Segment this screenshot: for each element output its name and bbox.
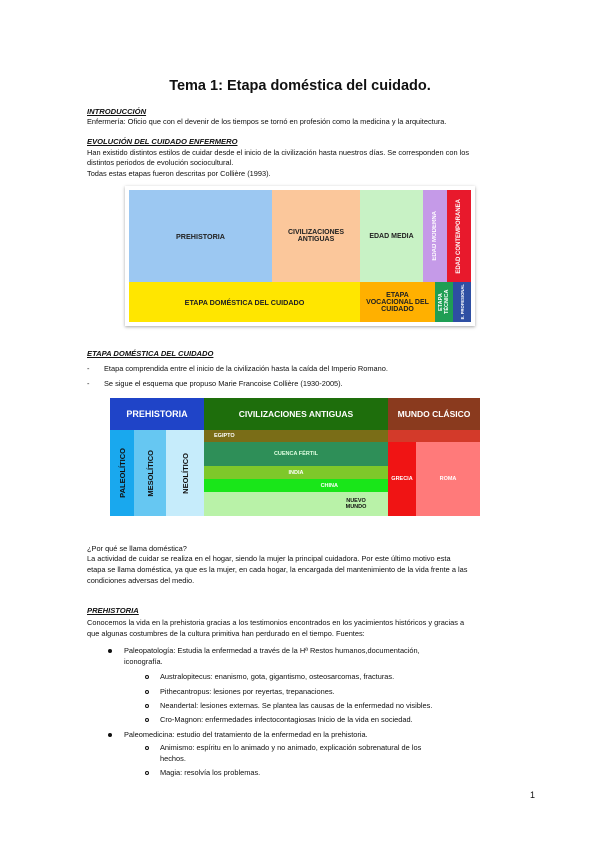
civ-india-label: INDIA [288,469,304,476]
civ-egipto [204,430,388,442]
bullet-ring [145,771,149,775]
evolution-heading: EVOLUCIÓN DEL CUIDADO ENFERMERO [87,137,238,146]
civ-nuevo-mundo [204,492,388,516]
bullet-dot [108,733,112,737]
evolution-line-1: Han existido distintos estilos de cuidar desde el inicio de la civilización hasta nuestros días. Se corresponden con los [87,148,470,157]
paleomedicina-item-1-line-2: hechos. [160,754,186,763]
paleomedicina-item-2: Magia: resolvía los problemas. [160,768,261,777]
paleopatologia-item-4: Cro-Magnon: enfermedades infectocontagiosas Inicio de la vida en sociedad. [160,715,413,724]
era-prehistoria [129,190,272,282]
header-prehistoria [110,398,204,430]
classic-grecia-label: GRECIA [391,476,413,482]
era-edad-moderna-label: EDAD MODERNA [432,211,438,261]
bullet-ring [145,746,149,750]
domestic-heading: ETAPA DOMÉSTICA DEL CUIDADO [87,349,214,358]
header-prehistoria-label: PREHISTORIA [126,409,188,419]
civ-cuenca-label: CUENCA FÉRTIL [273,451,319,457]
paleomedicina-item-1-line-1: Animismo: espíritu en lo animado y no animado, explicación sobrenatural de los [160,743,422,752]
period-mesolitico-label: MESOLÍTICO [145,449,155,497]
bullet-ring [145,690,149,694]
civ-china-label: CHINA [320,482,338,489]
prehistory-line-2: que algunas costumbres de la cultura primitiva han perdurado en el tiempo. Fuentes: [87,629,365,638]
bullet-ring [145,704,149,708]
classic-grecia [388,442,416,516]
header-civilizaciones [204,398,388,430]
stage-vocacional-label: ETAPA VOCACIONAL DEL CUIDADO [366,291,429,313]
period-paleolitico [110,430,134,516]
paleopatologia-item-2: Pithecantropus: lesiones por reyertas, trepanaciones. [160,687,335,696]
intro-heading: INTRODUCCIÓN [87,107,147,116]
paleopatologia-line-1: Paleopatología: Estudia la enfermedad a través de la Hª Restos humanos,documentación, [124,646,420,655]
classic-roma [416,442,480,516]
paleopatologia-line-2: iconografía. [124,657,163,666]
period-paleolitico-label: PALEOLÍTICO [117,448,127,498]
period-neolitico-label: NEOLÍTICO [180,452,190,494]
era-civilizaciones-label: CIVILIZACIONES ANTIGUAS [287,229,344,243]
why-line-3: condiciones adversas del medio. [87,576,195,585]
stage-tecnica [435,282,453,322]
classic-roma-label: ROMA [439,476,457,482]
why-heading: ¿Por qué se llama doméstica? [87,544,187,553]
civ-cuenca [204,442,388,466]
stage-profesional-label: E. PROFESIONAL [459,284,465,320]
evolution-line-3: Todas estas etapas fueron descritas por Collière (1993). [87,169,271,178]
bullet-dot [108,649,112,653]
header-mundo-clasico-label: MUNDO CLÁSICO [397,409,471,419]
dash-bullet: - [87,379,90,388]
period-neolitico [166,430,204,516]
paleomedicina-line: Paleomedicina: estudio del tratamiento de la enfermedad en la prehistoria. [124,730,368,739]
prehistory-line-1: Conocemos la vida en la prehistoria gracias a los testimonios encontrados en los yacimientos históricos y gracias a [87,618,465,627]
stage-vocacional [360,282,435,322]
why-line-2: etapa se llama doméstica, ya que es la mujer, en cada hogar, la encargada del mantenimiento de la vida frente a las [87,565,468,574]
domestic-diagram [110,398,480,516]
domestic-bullet-2: Se sigue el esquema que propuso Marie Francoise Collière (1930-2005). [104,379,343,388]
dash-bullet: - [87,364,90,373]
era-edad-moderna [423,190,447,282]
eras-diagram [125,186,475,326]
civ-china [204,479,388,492]
paleopatologia-item-1: Australopitecus: enanismo, gota, gigantismo, osteosarcomas, fracturas. [160,672,395,681]
period-mesolitico [134,430,166,516]
page-number: 1 [530,790,536,800]
bullet-ring [145,718,149,722]
header-mundo-clasico [388,398,480,430]
civ-egipto-label: EGIPTO [214,433,235,439]
page-title: Tema 1: Etapa doméstica del cuidado. [169,78,431,94]
header-civilizaciones-label: CIVILIZACIONES ANTIGUAS [238,409,354,419]
paleopatologia-item-3: Neandertal: lesiones externas. Se plantea las causas de la enfermedad no visibles. [160,701,433,710]
era-edad-media-label: EDAD MEDIA [369,232,414,240]
era-civilizaciones [272,190,360,282]
stage-tecnica-label: ETAPA TÉCNICA [438,289,450,315]
civ-nuevo-mundo-label: NUEVO MUNDO [345,498,367,510]
intro-text: Enfermería: Oficio que con el devenir de los tiempos se tornó en profesión como la medicina y la arquitectura. [87,117,447,126]
evolution-line-2: distintos periodos de evolución sociocultural. [87,158,234,167]
stage-profesional [453,282,471,322]
stage-domestica-label: ETAPA DOMÉSTICA DEL CUIDADO [184,297,305,307]
civ-india [204,466,388,479]
era-edad-media [360,190,423,282]
prehistory-heading: PREHISTORIA [87,606,139,615]
era-prehistoria-label: PREHISTORIA [176,231,225,241]
why-line-1: La actividad de cuidar se realiza en el hogar, siendo la mujer la principal cuidadora. Por este último motivo esta [87,554,451,563]
era-edad-contemporanea-label: EDAD CONTEMPORÁNEA [455,198,462,274]
classic-grecia-bar [388,430,480,442]
bullet-ring [145,675,149,679]
domestic-bullet-1: Etapa comprendida entre el inicio de la civilización hasta la caída del Imperio Romano. [104,364,388,373]
era-edad-contemporanea [447,190,471,282]
stage-domestica [129,282,360,322]
